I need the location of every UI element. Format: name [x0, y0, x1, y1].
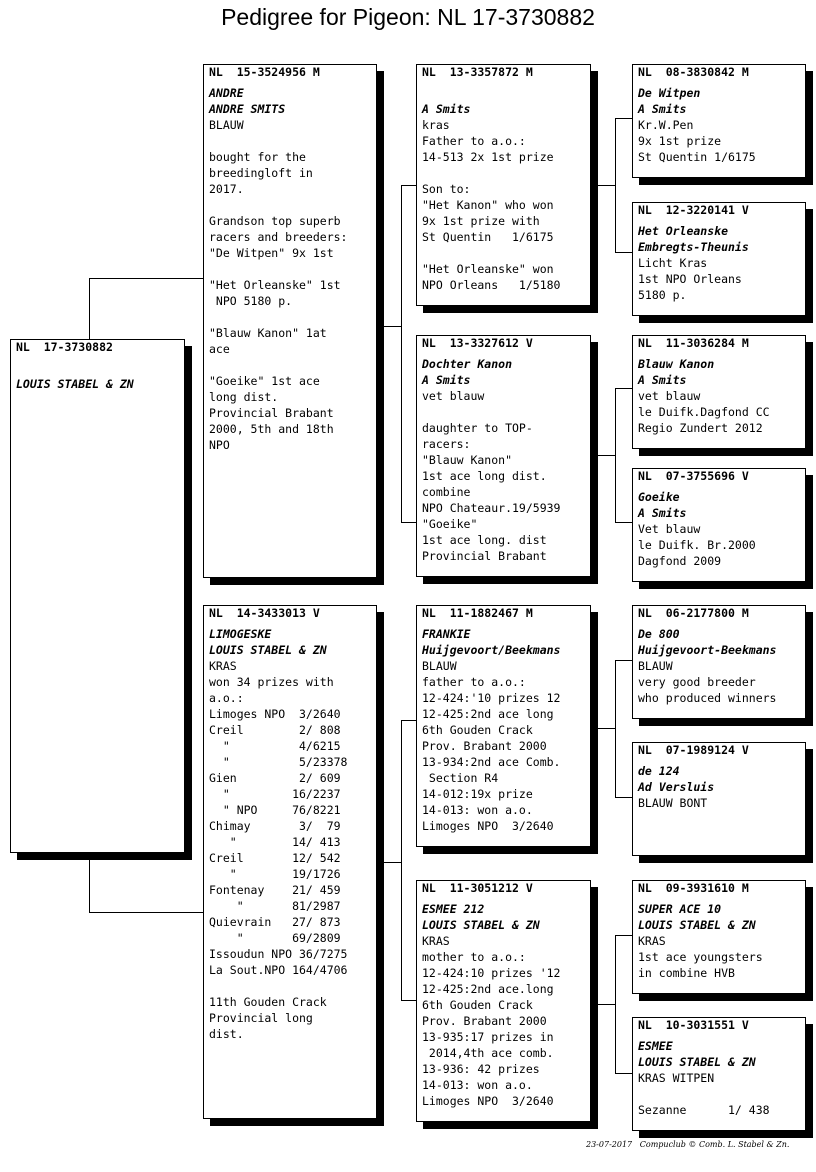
card-line: NPO	[209, 438, 230, 452]
connector-line	[89, 278, 203, 279]
card-line: " 69/2809	[209, 931, 341, 945]
card-line: Blauw Kanon	[638, 357, 715, 371]
card-details	[209, 626, 347, 1042]
ring-number: NL 15-3524956 M	[209, 65, 320, 79]
connector-line	[615, 388, 633, 389]
connector-line	[597, 455, 615, 456]
card-line: 14-012:19x prize	[422, 787, 533, 801]
card-line: A Smits	[422, 373, 471, 387]
card-line: Gien 2/ 609	[209, 771, 341, 785]
ring-number: NL 12-3220141 V	[638, 203, 749, 217]
ring-number: NL 06-2177800 M	[638, 606, 749, 620]
card-line: 1st ace long dist.	[422, 469, 547, 483]
card-line: Provincial Brabant	[209, 406, 334, 420]
card-line: " 14/ 413	[209, 835, 341, 849]
card-line: Het Orleanske	[638, 224, 729, 238]
ring-number: NL 11-3051212 V	[422, 881, 533, 895]
card-line: BLAUW	[422, 659, 457, 673]
connector-line	[615, 935, 616, 1073]
card-details	[16, 360, 134, 392]
connector-line	[597, 728, 615, 729]
card-line: Father to a.o.:	[422, 134, 526, 148]
pedigree-card-ssd[interactable]	[632, 202, 806, 316]
card-line: " 4/6215	[209, 739, 341, 753]
card-line: "Het Orleanske" won	[422, 262, 554, 276]
pedigree-card-sdd[interactable]	[632, 468, 806, 582]
card-line: NPO Chateaur.19/5939	[422, 501, 561, 515]
card-line: vet blauw	[422, 389, 485, 403]
card-line: " 16/2237	[209, 787, 341, 801]
card-line: 12-425:2nd ace long	[422, 707, 554, 721]
footer-date: 23-07-2017	[586, 1140, 633, 1149]
card-line: Grandson top superb	[209, 214, 341, 228]
card-line: BLAUW BONT	[638, 796, 708, 810]
card-details	[638, 85, 756, 165]
card-line: Licht Kras	[638, 256, 708, 270]
card-line: vet blauw	[638, 389, 701, 403]
card-line: 13-935:17 prizes in	[422, 1030, 554, 1044]
ring-number: NL 07-3755696 V	[638, 469, 749, 483]
card-line: 13-934:2nd ace Comb.	[422, 755, 561, 769]
card-line: Embregts-Theunis	[638, 240, 749, 254]
card-line: 12-424:'10 prizes 12	[422, 691, 561, 705]
connector-line	[89, 278, 90, 340]
connector-line	[615, 1073, 633, 1074]
card-line: De 800	[638, 627, 680, 641]
card-line	[209, 133, 347, 149]
card-line: 5180 p.	[638, 288, 687, 302]
card-line: ESMEE	[638, 1039, 673, 1053]
card-line: KRAS	[422, 934, 450, 948]
card-line: KRAS	[209, 659, 237, 673]
card-line	[209, 357, 347, 373]
card-line: Creil 12/ 542	[209, 851, 341, 865]
card-line: St Quentin 1/6175	[638, 150, 756, 164]
card-line: combine	[422, 485, 471, 499]
card-line: Goeike	[638, 490, 680, 504]
card-line: bought for the	[209, 150, 306, 164]
ring-number: NL 11-1882467 M	[422, 606, 533, 620]
card-line: La Sout.NPO 164/4706	[209, 963, 348, 977]
card-line: "Goeike"	[422, 517, 478, 531]
card-line: Limoges NPO 3/2640	[209, 707, 341, 721]
card-details	[638, 901, 763, 981]
card-line: in combine HVB	[638, 966, 735, 980]
card-line	[16, 360, 134, 376]
card-details	[638, 223, 749, 303]
connector-line	[615, 252, 633, 253]
connector-line	[89, 912, 203, 913]
card-line: LOUIS STABEL & ZN	[16, 377, 134, 391]
card-line: Son to:	[422, 182, 471, 196]
card-line: Prov. Brabant 2000	[422, 739, 547, 753]
card-line	[422, 165, 560, 181]
connector-line	[401, 1000, 417, 1001]
connector-line	[383, 326, 401, 327]
card-line: 13-936: 42 prizes	[422, 1062, 540, 1076]
card-line: A Smits	[422, 102, 471, 116]
card-details	[638, 763, 714, 811]
card-line: 12-425:2nd ace.long	[422, 982, 554, 996]
card-line: 9x 1st prize with	[422, 214, 540, 228]
connector-line	[597, 185, 615, 186]
connector-line	[401, 185, 402, 522]
card-line: ESMEE 212	[422, 902, 485, 916]
connector-line	[383, 862, 401, 863]
card-line: Chimay 3/ 79	[209, 819, 341, 833]
connector-line	[615, 118, 633, 119]
card-line: St Quentin 1/6175	[422, 230, 554, 244]
connector-line	[615, 118, 616, 252]
pedigree-card-dam-dam[interactable]	[416, 880, 591, 1122]
card-line: won 34 prizes with	[209, 675, 334, 689]
card-line: 9x 1st prize	[638, 134, 722, 148]
card-details	[638, 626, 776, 706]
card-details	[422, 901, 560, 1109]
card-line: A Smits	[638, 506, 687, 520]
card-line	[209, 309, 347, 325]
card-line: Regio Zundert 2012	[638, 421, 763, 435]
connector-line	[615, 388, 616, 522]
card-line: Limoges NPO 3/2640	[422, 1094, 554, 1108]
card-line	[209, 261, 347, 277]
ring-number: NL 07-1989124 V	[638, 743, 749, 757]
card-line: 14-513 2x 1st prize	[422, 150, 554, 164]
card-line: racers:	[422, 437, 471, 451]
card-line: Limoges NPO 3/2640	[422, 819, 554, 833]
card-line: A Smits	[638, 102, 687, 116]
card-details	[638, 356, 770, 436]
pedigree-card-sss[interactable]	[632, 64, 806, 178]
ring-number: NL 11-3036284 M	[638, 336, 749, 350]
card-line: 2000, 5th and 18th	[209, 422, 334, 436]
card-line: Huijgevoort-Beekmans	[638, 643, 777, 657]
ring-number: NL 14-3433013 V	[209, 606, 320, 620]
card-line: daughter to TOP-	[422, 421, 533, 435]
card-line: le Duifk. Br.2000	[638, 538, 756, 552]
card-line: breedingloft in	[209, 166, 313, 180]
card-line: 1st ace youngsters	[638, 950, 763, 964]
pedigree-card-dds[interactable]	[632, 880, 806, 994]
pedigree-card-dam[interactable]	[203, 605, 377, 1119]
pedigree-card-dsd[interactable]	[632, 742, 806, 856]
connector-line	[401, 720, 402, 1000]
card-line: Sezanne 1/ 438	[638, 1103, 770, 1117]
card-line: father to a.o.:	[422, 675, 526, 689]
card-line: A Smits	[638, 373, 687, 387]
card-line: Provincial Brabant	[422, 549, 547, 563]
card-line: Provincial long	[209, 1011, 313, 1025]
card-line: a.o.:	[209, 691, 244, 705]
card-line: KRAS	[638, 934, 666, 948]
card-line: NPO 5180 p.	[209, 294, 293, 308]
card-line: de 124	[638, 764, 680, 778]
card-line: racers and breeders:	[209, 230, 348, 244]
card-line: 14-013: won a.o.	[422, 803, 533, 817]
card-line: BLAUW	[209, 118, 244, 132]
card-line: 6th Gouden Crack	[422, 723, 533, 737]
card-line: ANDRE	[209, 86, 244, 100]
card-line: 14-013: won a.o.	[422, 1078, 533, 1092]
connector-line	[401, 522, 417, 523]
card-line: SUPER ACE 10	[638, 902, 722, 916]
card-line: LOUIS STABEL & ZN	[209, 643, 327, 657]
ring-number: NL 13-3357872 M	[422, 65, 533, 79]
card-line: "Goeike" 1st ace	[209, 374, 320, 388]
card-line: LOUIS STABEL & ZN	[638, 1055, 756, 1069]
card-line: Dochter Kanon	[422, 357, 513, 371]
pedigree-card-dss[interactable]	[632, 605, 806, 719]
card-line: NPO Orleans 1/5180	[422, 278, 561, 292]
card-line: long dist.	[209, 390, 279, 404]
card-line: BLAUW	[638, 659, 673, 673]
card-line: 2014,4th ace comb.	[422, 1046, 554, 1060]
card-line: " 19/1726	[209, 867, 341, 881]
connector-line	[401, 720, 417, 721]
card-line: LOUIS STABEL & ZN	[422, 918, 540, 932]
connector-line	[597, 1004, 615, 1005]
connector-line	[89, 852, 90, 912]
card-line	[638, 1086, 770, 1102]
card-line	[422, 404, 560, 420]
page-title: Pedigree for Pigeon: NL 17-3730882	[221, 4, 595, 30]
footer-copyright: Compuclub © Comb. L. Stabel & Zn.	[639, 1140, 790, 1149]
pedigree-card-sire[interactable]	[203, 64, 377, 578]
card-line: kras	[422, 118, 450, 132]
card-line: Kr.W.Pen	[638, 118, 694, 132]
card-line: De Witpen	[638, 86, 701, 100]
card-line: " 5/23378	[209, 755, 348, 769]
pedigree-card-ddd[interactable]	[632, 1017, 806, 1131]
card-line: Section R4	[422, 771, 499, 785]
ring-number: NL 08-3830842 M	[638, 65, 749, 79]
card-details	[422, 356, 560, 564]
card-line: Fontenay 21/ 459	[209, 883, 341, 897]
card-line	[422, 245, 560, 261]
pedigree-card-sire-sire[interactable]	[416, 64, 591, 306]
card-line: Ad Versluis	[638, 780, 715, 794]
card-line: le Duifk.Dagfond CC	[638, 405, 770, 419]
card-line: LIMOGESKE	[209, 627, 272, 641]
card-details	[209, 85, 347, 453]
ring-number: NL 13-3327612 V	[422, 336, 533, 350]
card-details	[422, 85, 560, 293]
card-line: "Het Orleanske" 1st	[209, 278, 341, 292]
card-line: Dagfond 2009	[638, 554, 722, 568]
connector-line	[615, 660, 633, 661]
card-line: Quievrain 27/ 873	[209, 915, 341, 929]
card-line: 1st ace long. dist	[422, 533, 547, 547]
card-line: 1st NPO Orleans	[638, 272, 742, 286]
card-line: mother to a.o.:	[422, 950, 526, 964]
footer	[586, 1140, 789, 1149]
card-line	[422, 85, 560, 101]
pedigree-card-sds[interactable]	[632, 335, 806, 449]
card-line: very good breeder	[638, 675, 756, 689]
card-details	[638, 489, 756, 569]
card-line: 11th Gouden Crack	[209, 995, 327, 1009]
ring-number: NL 10-3031551 V	[638, 1018, 749, 1032]
card-line: KRAS WITPEN	[638, 1071, 715, 1085]
connector-line	[615, 660, 616, 797]
card-line: 6th Gouden Crack	[422, 998, 533, 1012]
card-line	[209, 197, 347, 213]
card-line: who produced winners	[638, 691, 777, 705]
card-line: Prov. Brabant 2000	[422, 1014, 547, 1028]
card-details	[422, 626, 560, 834]
card-line: " NPO 76/8221	[209, 803, 341, 817]
card-line: 12-424:10 prizes '12	[422, 966, 561, 980]
card-line: "Blauw Kanon"	[422, 453, 513, 467]
card-line: Huijgevoort/Beekmans	[422, 643, 561, 657]
card-line: Vet blauw	[638, 522, 701, 536]
connector-line	[401, 185, 417, 186]
connector-line	[615, 797, 633, 798]
pedigree-card-sire-dam[interactable]	[416, 335, 591, 577]
card-line: LOUIS STABEL & ZN	[638, 918, 756, 932]
card-line: "Blauw Kanon" 1at	[209, 326, 327, 340]
card-line: ANDRE SMITS	[209, 102, 286, 116]
card-line: "De Witpen" 9x 1st	[209, 246, 334, 260]
card-line: ace	[209, 342, 230, 356]
connector-line	[615, 522, 633, 523]
card-line: Issoudun NPO 36/7275	[209, 947, 348, 961]
card-line: 2017.	[209, 182, 244, 196]
ring-number: NL 09-3931610 M	[638, 881, 749, 895]
card-line: "Het Kanon" who won	[422, 198, 554, 212]
card-line	[209, 978, 347, 994]
pedigree-card-subject[interactable]	[10, 339, 185, 853]
ring-number: NL 17-3730882	[16, 340, 113, 354]
card-line: dist.	[209, 1027, 244, 1041]
card-line: " 81/2987	[209, 899, 341, 913]
card-details	[638, 1038, 770, 1118]
card-line: Creil 2/ 808	[209, 723, 341, 737]
card-line: FRANKIE	[422, 627, 471, 641]
connector-line	[615, 935, 633, 936]
pedigree-card-dam-sire[interactable]	[416, 605, 591, 847]
